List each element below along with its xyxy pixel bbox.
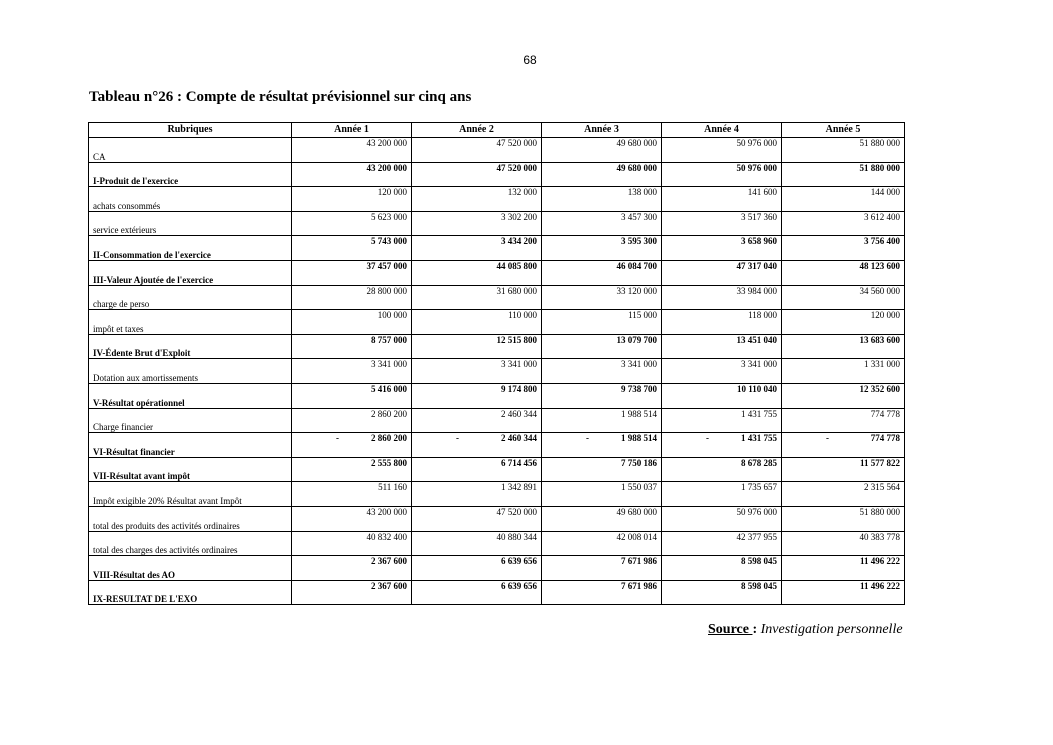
cell-annee-2: 47 520 000 — [412, 138, 542, 163]
table-row — [89, 236, 905, 261]
cell-annee-3: 7 671 986 — [542, 556, 662, 581]
row-label: IV-Édente Brut d'Exploit — [89, 334, 292, 359]
cell-annee-4: 118 000 — [662, 310, 782, 335]
cell-annee-2: 110 000 — [412, 310, 542, 335]
cell-value: 774 778 — [870, 433, 900, 444]
table-row — [89, 482, 905, 507]
cell-annee-1: 100 000 — [292, 310, 412, 335]
cell-annee-1: 43 200 000 — [292, 506, 412, 531]
cell-annee-4: 13 451 040 — [662, 334, 782, 359]
row-label: Impôt exigible 20% Résultat avant Impôt — [89, 482, 292, 507]
cell-annee-3: 13 079 700 — [542, 334, 662, 359]
row-label: II-Consommation de l'exercice — [89, 236, 292, 261]
cell-annee-2: 6 639 656 — [412, 580, 542, 605]
row-label: VI-Résultat financier — [89, 433, 292, 458]
cell-annee-4: 42 377 955 — [662, 531, 782, 556]
cell-annee-4: 8 598 045 — [662, 556, 782, 581]
table-body — [89, 138, 905, 605]
cell-annee-3: 138 000 — [542, 187, 662, 212]
cell-annee-2: 47 520 000 — [412, 162, 542, 187]
cell-annee-1: 43 200 000 — [292, 138, 412, 163]
cell-annee-4: 47 317 040 — [662, 260, 782, 285]
cell-annee-3: 3 457 300 — [542, 211, 662, 236]
table-row — [89, 260, 905, 285]
cell-annee-1: 5 743 000 — [292, 236, 412, 261]
header-annee-3: Année 3 — [542, 123, 662, 138]
row-label: Dotation aux amortissements — [89, 359, 292, 384]
table-row — [89, 580, 905, 605]
cell-annee-4: 50 976 000 — [662, 162, 782, 187]
table-row — [89, 187, 905, 212]
table-header-row — [89, 123, 905, 138]
cell-annee-1: 2 860 200 — [292, 408, 412, 433]
cell-annee-5: 51 880 000 — [782, 138, 905, 163]
cell-annee-1: 43 200 000 — [292, 162, 412, 187]
negative-sign: - — [706, 433, 709, 444]
cell-annee-2: 1 342 891 — [412, 482, 542, 507]
cell-annee-3: 1 988 514 — [542, 408, 662, 433]
cell-annee-5: 11 496 222 — [782, 556, 905, 581]
table-row — [89, 531, 905, 556]
cell-annee-4: 1 431 755 — [662, 408, 782, 433]
cell-annee-2: 3 341 000 — [412, 359, 542, 384]
cell-annee-2: 47 520 000 — [412, 506, 542, 531]
cell-annee-2: 6 714 456 — [412, 457, 542, 482]
table-row — [89, 211, 905, 236]
cell-annee-1: 511 160 — [292, 482, 412, 507]
table-row — [89, 334, 905, 359]
row-label: Charge financier — [89, 408, 292, 433]
cell-annee-2: 3 434 200 — [412, 236, 542, 261]
cell-annee-5: 774 778 — [782, 408, 905, 433]
negative-sign: - — [336, 433, 339, 444]
cell-annee-4: 3 341 000 — [662, 359, 782, 384]
cell-annee-4: 3 658 960 — [662, 236, 782, 261]
table-title: Tableau n°26 : Compte de résultat prévisionnel sur cinq ans — [89, 89, 472, 105]
cell-annee-2: 40 880 344 — [412, 531, 542, 556]
cell-annee-3: 7 671 986 — [542, 580, 662, 605]
cell-annee-1: 5 623 000 — [292, 211, 412, 236]
cell-annee-3: 9 738 700 — [542, 383, 662, 408]
source-text: Investigation personnelle — [760, 622, 903, 637]
row-label: IX-RESULTAT DE L'EXO — [89, 580, 292, 605]
cell-annee-4: 8 678 285 — [662, 457, 782, 482]
page-number: 68 — [523, 53, 537, 67]
cell-annee-5: 13 683 600 — [782, 334, 905, 359]
cell-annee-5 — [782, 433, 905, 458]
cell-annee-5: 12 352 600 — [782, 383, 905, 408]
cell-value: 2 860 200 — [371, 433, 407, 444]
table-row — [89, 310, 905, 335]
cell-annee-1: 40 832 400 — [292, 531, 412, 556]
cell-annee-1: 5 416 000 — [292, 383, 412, 408]
header-annee-1: Année 1 — [292, 123, 412, 138]
table-row — [89, 285, 905, 310]
cell-annee-3: 7 750 186 — [542, 457, 662, 482]
row-label: impôt et taxes — [89, 310, 292, 335]
cell-annee-2: 2 460 344 — [412, 408, 542, 433]
cell-annee-3: 49 680 000 — [542, 138, 662, 163]
cell-annee-3: 3 595 300 — [542, 236, 662, 261]
row-label: total des charges des activités ordinaires — [89, 531, 292, 556]
cell-annee-5: 11 577 822 — [782, 457, 905, 482]
cell-annee-3: 42 008 014 — [542, 531, 662, 556]
cell-annee-4: 3 517 360 — [662, 211, 782, 236]
cell-annee-1: 2 555 800 — [292, 457, 412, 482]
cell-annee-1: 8 757 000 — [292, 334, 412, 359]
cell-annee-3: 49 680 000 — [542, 162, 662, 187]
cell-annee-3: 1 550 037 — [542, 482, 662, 507]
cell-annee-5: 120 000 — [782, 310, 905, 335]
cell-annee-5: 11 496 222 — [782, 580, 905, 605]
negative-sign: - — [456, 433, 459, 444]
row-label: VII-Résultat avant impôt — [89, 457, 292, 482]
row-label: V-Résultat opérationnel — [89, 383, 292, 408]
cell-annee-1: 120 000 — [292, 187, 412, 212]
table-row — [89, 408, 905, 433]
cell-annee-5: 144 000 — [782, 187, 905, 212]
cell-annee-3: 49 680 000 — [542, 506, 662, 531]
cell-annee-2: 44 085 800 — [412, 260, 542, 285]
cell-annee-5: 3 612 400 — [782, 211, 905, 236]
cell-annee-4: 50 976 000 — [662, 138, 782, 163]
cell-annee-5: 2 315 564 — [782, 482, 905, 507]
cell-annee-1: 37 457 000 — [292, 260, 412, 285]
source-note — [708, 622, 903, 638]
cell-annee-3 — [542, 433, 662, 458]
cell-value: 2 460 344 — [501, 433, 537, 444]
cell-value: 1 431 755 — [741, 433, 777, 444]
cell-annee-5: 48 123 600 — [782, 260, 905, 285]
cell-annee-3: 46 084 700 — [542, 260, 662, 285]
row-label: service extérieurs — [89, 211, 292, 236]
income-statement-table — [88, 122, 905, 605]
cell-annee-1: 3 341 000 — [292, 359, 412, 384]
cell-annee-4: 10 110 040 — [662, 383, 782, 408]
negative-sign: - — [826, 433, 829, 444]
table-row — [89, 138, 905, 163]
table-row — [89, 433, 905, 458]
row-label: CA — [89, 138, 292, 163]
cell-annee-2: 31 680 000 — [412, 285, 542, 310]
cell-annee-4: 8 598 045 — [662, 580, 782, 605]
cell-annee-1 — [292, 433, 412, 458]
cell-annee-2: 3 302 200 — [412, 211, 542, 236]
row-label: III-Valeur Ajoutée de l'exercice — [89, 260, 292, 285]
cell-annee-2: 12 515 800 — [412, 334, 542, 359]
cell-annee-1: 2 367 600 — [292, 580, 412, 605]
cell-annee-5: 3 756 400 — [782, 236, 905, 261]
row-label: achats consommés — [89, 187, 292, 212]
row-label: charge de perso — [89, 285, 292, 310]
header-rubriques: Rubriques — [89, 123, 292, 138]
header-annee-4: Année 4 — [662, 123, 782, 138]
source-label: Source — [708, 622, 753, 637]
row-label: total des produits des activités ordinaires — [89, 506, 292, 531]
cell-annee-2: 6 639 656 — [412, 556, 542, 581]
cell-annee-2 — [412, 433, 542, 458]
cell-annee-5: 34 560 000 — [782, 285, 905, 310]
source-colon: : — [752, 622, 761, 637]
header-annee-2: Année 2 — [412, 123, 542, 138]
table-row — [89, 359, 905, 384]
row-label: VIII-Résultat des AO — [89, 556, 292, 581]
cell-annee-5: 51 880 000 — [782, 162, 905, 187]
cell-annee-3: 33 120 000 — [542, 285, 662, 310]
cell-annee-2: 9 174 800 — [412, 383, 542, 408]
cell-annee-4: 50 976 000 — [662, 506, 782, 531]
table-row — [89, 383, 905, 408]
table-row — [89, 556, 905, 581]
table-row — [89, 162, 905, 187]
cell-annee-4: 33 984 000 — [662, 285, 782, 310]
cell-annee-4 — [662, 433, 782, 458]
header-annee-5: Année 5 — [782, 123, 905, 138]
table-row — [89, 506, 905, 531]
row-label: I-Produit de l'exercice — [89, 162, 292, 187]
cell-annee-3: 3 341 000 — [542, 359, 662, 384]
cell-value: 1 988 514 — [621, 433, 657, 444]
cell-annee-4: 141 600 — [662, 187, 782, 212]
cell-annee-5: 40 383 778 — [782, 531, 905, 556]
cell-annee-2: 132 000 — [412, 187, 542, 212]
cell-annee-4: 1 735 657 — [662, 482, 782, 507]
cell-annee-1: 2 367 600 — [292, 556, 412, 581]
table-row — [89, 457, 905, 482]
cell-annee-1: 28 800 000 — [292, 285, 412, 310]
cell-annee-5: 51 880 000 — [782, 506, 905, 531]
cell-annee-3: 115 000 — [542, 310, 662, 335]
cell-annee-5: 1 331 000 — [782, 359, 905, 384]
negative-sign: - — [586, 433, 589, 444]
